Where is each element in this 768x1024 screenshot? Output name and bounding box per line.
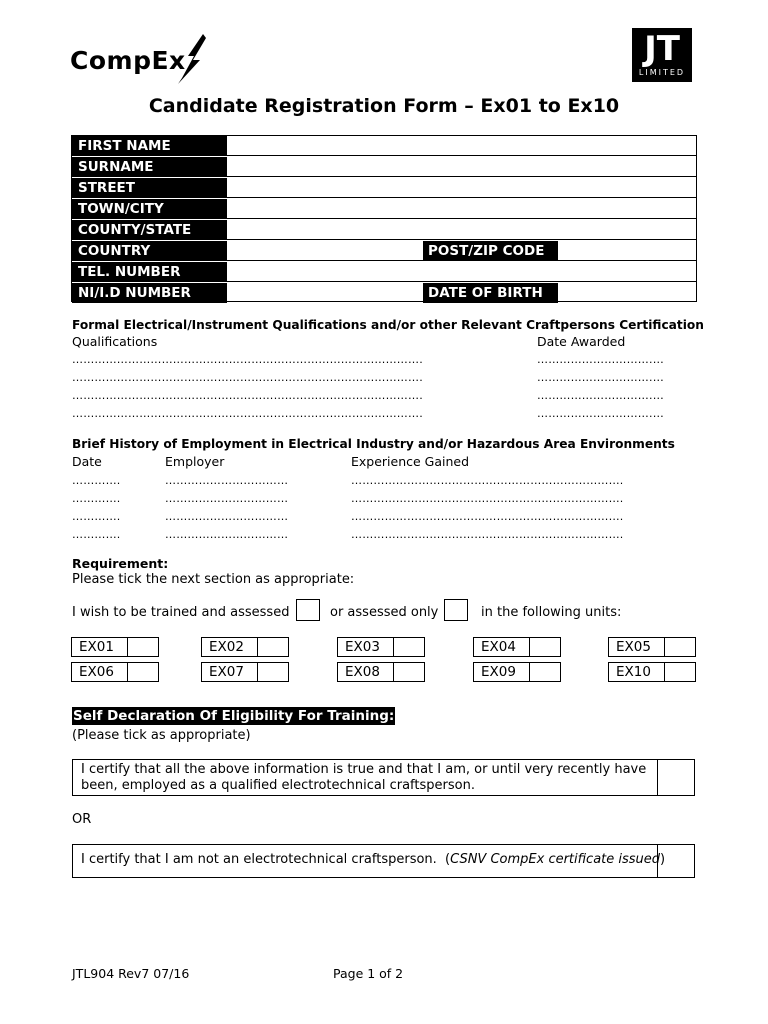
experience-line[interactable]: ………………………………………………………………. — [351, 528, 624, 541]
label-ni-id-number: NI/I.D NUMBER — [72, 283, 227, 303]
certification-non-craftsperson-checkbox[interactable] — [658, 845, 694, 877]
unit-ex01-checkbox[interactable] — [128, 638, 158, 656]
or-separator: OR — [72, 812, 92, 827]
date-awarded-line[interactable]: ………………………….… — [537, 371, 664, 384]
unit-ex09 — [473, 662, 561, 682]
employer-line[interactable]: …………………………… — [165, 492, 289, 505]
requirement-instruction: Please tick the next section as appropriate: — [72, 572, 355, 587]
employment-date-line[interactable]: …………. — [72, 510, 121, 523]
date-awarded-column-label: Date Awarded — [537, 334, 626, 349]
label-first-name: FIRST NAME — [72, 136, 227, 156]
unit-ex02 — [201, 637, 289, 657]
employment-date-line[interactable]: …………. — [72, 474, 121, 487]
compex-logo — [70, 34, 210, 90]
unit-ex05-checkbox[interactable] — [665, 638, 695, 656]
date-awarded-line[interactable]: ………………………….… — [537, 353, 664, 366]
certification-non-craftsperson-main: I certify that I am not an electrotechnical craftsperson. — [81, 852, 437, 867]
unit-ex06 — [71, 662, 159, 682]
country-field[interactable] — [227, 241, 423, 261]
row-country — [72, 241, 696, 261]
assessed-only-checkbox[interactable] — [444, 599, 468, 621]
unit-ex07-checkbox[interactable] — [258, 663, 288, 681]
unit-ex03-label: EX03 — [338, 638, 394, 656]
unit-ex08-label: EX08 — [338, 663, 394, 681]
jt-logo-main: JT — [644, 29, 680, 69]
employment-date-column-label: Date — [72, 454, 102, 469]
label-street: STREET — [72, 178, 227, 198]
label-country: COUNTRY — [72, 241, 227, 261]
street-field[interactable] — [227, 178, 696, 198]
certification-craftsperson-checkbox[interactable] — [658, 760, 694, 795]
unit-ex08 — [337, 662, 425, 682]
town-city-field[interactable] — [227, 199, 696, 219]
row-town-city — [72, 199, 696, 219]
unit-ex04 — [473, 637, 561, 657]
unit-ex07-label: EX07 — [202, 663, 258, 681]
county-state-field[interactable] — [227, 220, 696, 240]
personal-details-table — [71, 135, 697, 302]
unit-ex08-checkbox[interactable] — [394, 663, 424, 681]
unit-ex04-checkbox[interactable] — [530, 638, 560, 656]
label-tel-number: TEL. NUMBER — [72, 262, 227, 282]
first-name-field[interactable] — [227, 136, 696, 156]
lightning-bolt-icon — [70, 34, 210, 90]
assessed-only-label: or assessed only — [330, 605, 439, 620]
row-street — [72, 178, 696, 198]
qualifications-column-label: Qualifications — [72, 334, 158, 349]
row-ni-id-number — [72, 283, 696, 303]
experience-column-label: Experience Gained — [351, 454, 470, 469]
declaration-instruction: (Please tick as appropriate) — [72, 728, 251, 743]
trained-and-assessed-checkbox[interactable] — [296, 599, 320, 621]
employment-date-line[interactable]: …………. — [72, 528, 121, 541]
experience-line[interactable]: ………………………………………………………………. — [351, 474, 624, 487]
employer-column-label: Employer — [165, 454, 225, 469]
employment-date-line[interactable]: …………. — [72, 492, 121, 505]
label-county-state: COUNTY/STATE — [72, 220, 227, 240]
unit-ex07 — [201, 662, 289, 682]
label-town-city: TOWN/CITY — [72, 199, 227, 219]
unit-ex01-label: EX01 — [72, 638, 128, 656]
tel-number-field[interactable] — [227, 262, 696, 282]
unit-ex05 — [608, 637, 696, 657]
unit-ex03 — [337, 637, 425, 657]
label-surname: SURNAME — [72, 157, 227, 177]
certification-craftsperson-text: I certify that all the above information is true and that I am, or until very recently have been, employed as a qualified electrotechnical craftsperson. — [73, 760, 658, 795]
qualifications-heading: Formal Electrical/Instrument Qualifications and/or other Relevant Craftpersons Certification — [72, 318, 704, 332]
unit-ex05-label: EX05 — [609, 638, 665, 656]
unit-ex09-label: EX09 — [474, 663, 530, 681]
unit-ex02-checkbox[interactable] — [258, 638, 288, 656]
compex-logo-text: CompEx — [70, 46, 186, 75]
certification-non-craftsperson-note: CSNV CompEx certificate issued — [450, 852, 661, 867]
ni-id-number-field[interactable] — [227, 283, 423, 303]
post-zip-code-field[interactable] — [558, 241, 696, 261]
unit-ex06-checkbox[interactable] — [128, 663, 158, 681]
row-tel-number — [72, 262, 696, 282]
jt-logo-sub: LIMITED — [638, 68, 686, 77]
row-county-state — [72, 220, 696, 240]
page-number: Page 1 of 2 — [333, 966, 404, 981]
unit-ex09-checkbox[interactable] — [530, 663, 560, 681]
unit-ex10 — [608, 662, 696, 682]
qualification-line[interactable]: …………………………………………………………………………………. — [72, 353, 423, 366]
self-declaration-heading: Self Declaration Of Eligibility For Training: — [73, 708, 395, 724]
experience-line[interactable]: ………………………………………………………………. — [351, 510, 624, 523]
qualification-line[interactable]: …………………………………………………………………………………. — [72, 407, 423, 420]
qualification-line[interactable]: …………………………………………………………………………………. — [72, 389, 423, 402]
trained-and-assessed-label: I wish to be trained and assessed — [72, 605, 290, 620]
row-surname — [72, 157, 696, 177]
employer-line[interactable]: …………………………… — [165, 510, 289, 523]
certification-craftsperson-row — [72, 759, 695, 796]
unit-ex10-label: EX10 — [609, 663, 665, 681]
label-post-zip-code: POST/ZIP CODE — [423, 241, 558, 261]
experience-line[interactable]: ………………………………………………………………. — [351, 492, 624, 505]
row-first-name — [72, 136, 696, 156]
employment-heading: Brief History of Employment in Electrical Industry and/or Hazardous Area Environments — [72, 437, 675, 451]
unit-ex04-label: EX04 — [474, 638, 530, 656]
unit-ex01 — [71, 637, 159, 657]
date-of-birth-field[interactable] — [558, 283, 696, 303]
requirement-label: Requirement: — [72, 556, 169, 571]
employer-line[interactable]: …………………………… — [165, 474, 289, 487]
surname-field[interactable] — [227, 157, 696, 177]
certification-non-craftsperson-text: I certify that I am not an electrotechnical craftsperson. (CSNV CompEx certificate issued) — [73, 845, 658, 877]
label-date-of-birth: DATE OF BIRTH — [423, 283, 558, 303]
unit-ex10-checkbox[interactable] — [665, 663, 695, 681]
date-awarded-line[interactable]: ………………………….… — [537, 407, 664, 420]
unit-ex02-label: EX02 — [202, 638, 258, 656]
jt-limited-logo — [632, 28, 692, 82]
employer-line[interactable]: …………………………… — [165, 528, 289, 541]
unit-ex06-label: EX06 — [72, 663, 128, 681]
date-awarded-line[interactable]: ………………………….… — [537, 389, 664, 402]
document-reference: JTL904 Rev7 07/16 — [72, 966, 190, 981]
qualification-line[interactable]: …………………………………………………………………………………. — [72, 371, 423, 384]
certification-non-craftsperson-row — [72, 844, 695, 878]
unit-ex03-checkbox[interactable] — [394, 638, 424, 656]
following-units-label: in the following units: — [481, 605, 622, 620]
page-title: Candidate Registration Form – Ex01 to Ex10 — [148, 95, 620, 117]
